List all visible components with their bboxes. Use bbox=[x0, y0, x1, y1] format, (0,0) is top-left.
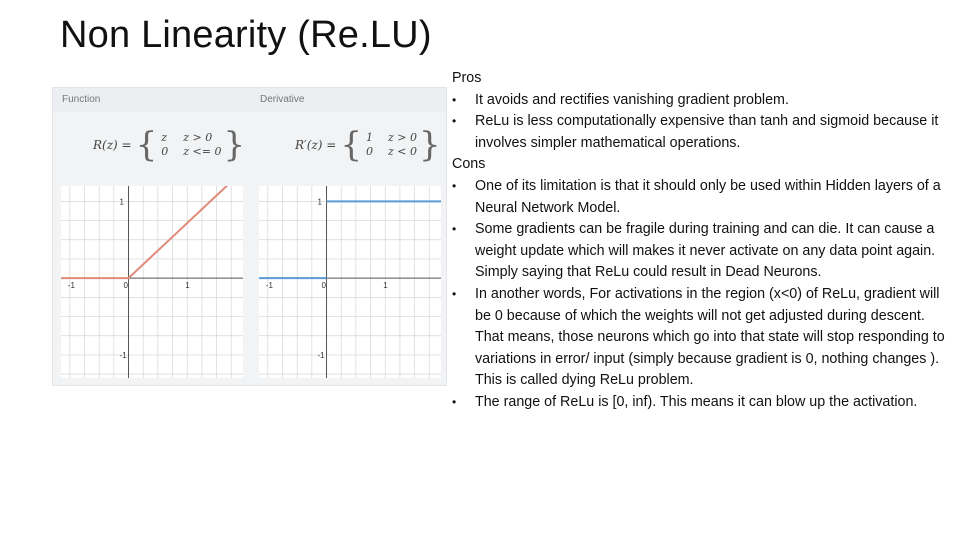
brace-icon: { bbox=[135, 125, 158, 165]
cons-item: • One of its limitation is that it should only be used within Hidden layers of a Neural Network Model. bbox=[452, 176, 945, 219]
pros-list bbox=[452, 90, 952, 155]
derivative-plot-y-tick-label: -1 bbox=[317, 350, 325, 360]
cons-item: • Some gradients can be fragile during training and can die. It can cause a weight update which will makes it never activate on any data point again. Simply saying that ReLu could result in Dead Neurons. bbox=[452, 219, 945, 284]
relu-function-curve bbox=[61, 186, 243, 278]
derivative-case2-condition: z < 0 bbox=[387, 145, 417, 158]
function-case1-condition: z > 0 bbox=[183, 131, 213, 144]
function-plot-svg bbox=[61, 186, 243, 378]
pros-heading: Pros bbox=[452, 70, 482, 86]
pros-item: • It avoids and rectifies vanishing gradient problem. bbox=[452, 90, 945, 112]
derivative-formula bbox=[295, 125, 441, 165]
derivative-formula-lhs: R′(z) = bbox=[295, 138, 337, 152]
cons-item: • The range of ReLu is [0, inf). This means it can blow up the activation. bbox=[452, 392, 945, 414]
cons-list bbox=[452, 176, 952, 414]
derivative-column-header: Derivative bbox=[260, 94, 305, 105]
function-column-header: Function bbox=[62, 94, 101, 105]
brace-close-icon: } bbox=[418, 125, 441, 165]
derivative-plot bbox=[259, 186, 441, 378]
function-plot bbox=[61, 186, 243, 378]
function-plot-x-tick-label: 1 bbox=[185, 281, 190, 291]
function-plot-x-tick-label: 0 bbox=[123, 281, 128, 291]
derivative-plot-svg bbox=[259, 186, 441, 378]
cons-item: • In another words, For activations in the region (x<0) of ReLu, gradient will be 0 because of which the weights will not get adjusted during descent. That means, those neurons which go into that state will stop responding to variations in error/ input (simply because gradient is 0, nothing changes ). This is called dying ReLu problem. bbox=[452, 284, 945, 392]
pros-item: • ReLu is less computationally expensive than tanh and sigmoid because it involves simpler mathematical operations. bbox=[452, 111, 945, 154]
derivative-case2-value: 0 bbox=[365, 145, 373, 158]
function-plot-y-tick-label: 1 bbox=[119, 197, 124, 207]
pros-cons-text bbox=[452, 68, 952, 414]
derivative-plot-y-tick-label: 1 bbox=[317, 197, 322, 207]
function-plot-y-tick-label: -1 bbox=[119, 350, 127, 360]
derivative-plot-x-tick-label: -1 bbox=[265, 281, 273, 291]
slide-title: Non Linearity (Re.LU) bbox=[60, 14, 432, 56]
function-plot-x-tick-label: -1 bbox=[67, 281, 75, 291]
function-formula-lhs: R(z) = bbox=[93, 138, 132, 152]
function-case1-value: z bbox=[161, 131, 168, 144]
brace-icon: { bbox=[340, 125, 362, 165]
figure-header bbox=[53, 88, 446, 112]
derivative-case1-value: 1 bbox=[365, 131, 373, 144]
function-formula bbox=[93, 125, 246, 165]
cons-heading: Cons bbox=[452, 156, 486, 173]
derivative-case1-condition: z > 0 bbox=[387, 131, 417, 144]
relu-figure bbox=[52, 87, 447, 386]
function-case2-condition: z <= 0 bbox=[183, 145, 222, 158]
brace-close-icon: } bbox=[223, 125, 246, 165]
derivative-plot-x-tick-label: 1 bbox=[383, 281, 388, 291]
derivative-plot-x-tick-label: 0 bbox=[321, 281, 326, 291]
function-case2-value: 0 bbox=[161, 145, 169, 158]
